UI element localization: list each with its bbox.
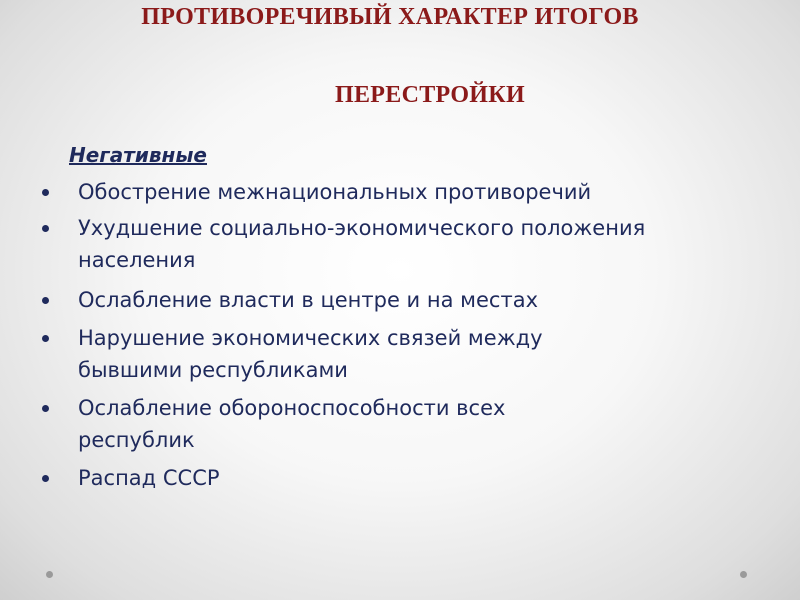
list-item-text: Обострение межнациональных противоречий xyxy=(78,180,592,204)
slide-title-line-2: ПЕРЕСТРОЙКИ xyxy=(335,82,525,108)
bullet-icon xyxy=(42,335,49,342)
list-item-text: Ухудшение социально-экономического положения населения xyxy=(78,216,646,272)
slide-title-line-1: ПРОТИВОРЕЧИВЫЙ ХАРАКТЕР ИТОГОВ xyxy=(141,4,639,30)
bullet-icon xyxy=(42,297,49,304)
bullet-icon xyxy=(42,225,49,232)
decorative-dot-icon xyxy=(46,571,53,578)
list-item-text: Распад СССР xyxy=(78,466,220,490)
bullet-icon xyxy=(42,405,49,412)
list-item-text: Ослабление власти в центре и на местах xyxy=(78,288,538,312)
section-heading-negative: Негативные xyxy=(69,143,207,167)
list-item-text: Ослабление обороноспособности всех республик xyxy=(78,396,506,452)
decorative-dot-icon xyxy=(740,571,747,578)
bullet-icon xyxy=(42,189,49,196)
bullet-icon xyxy=(42,475,49,482)
list-item-text: Нарушение экономических связей между бывшими республиками xyxy=(78,326,543,382)
